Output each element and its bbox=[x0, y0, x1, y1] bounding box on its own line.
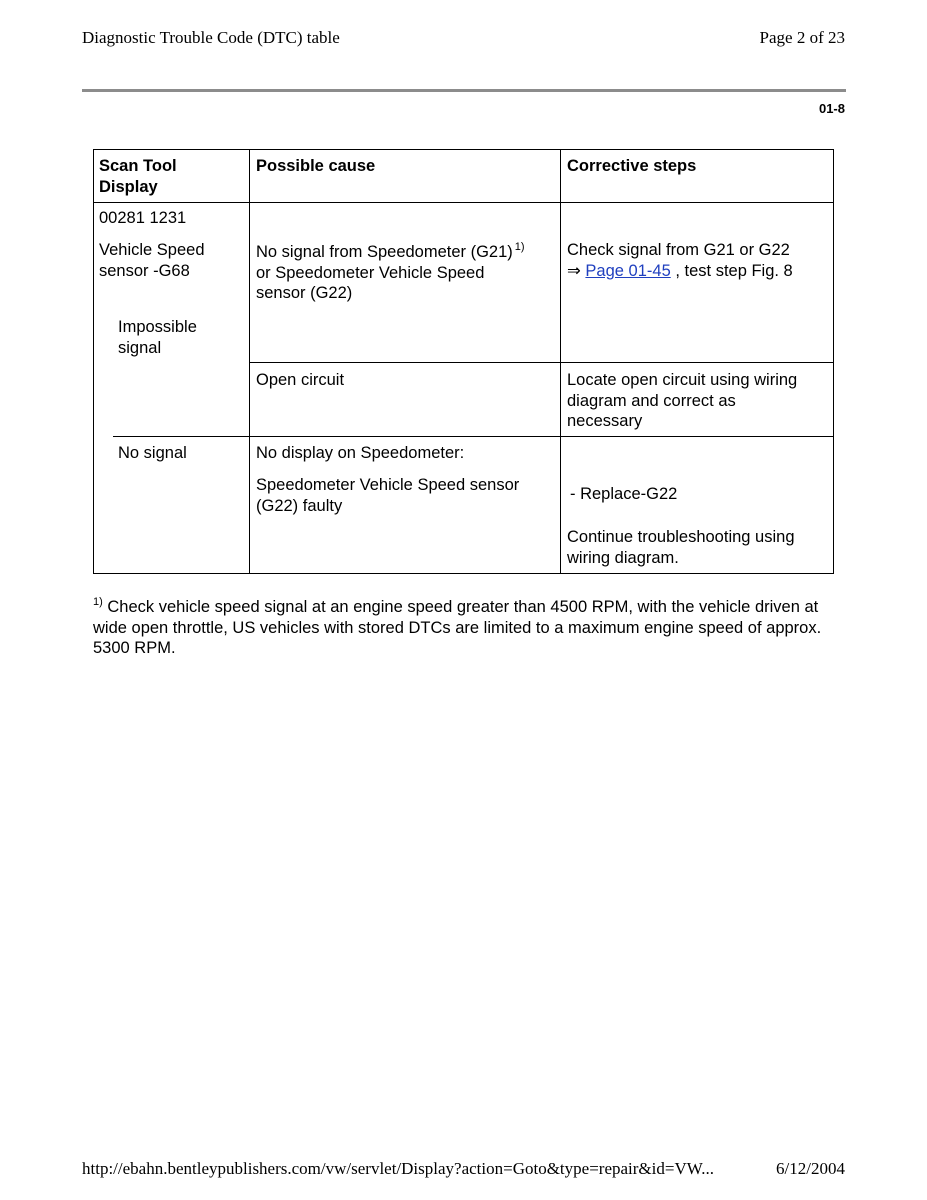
step-check-signal-line-2 bbox=[567, 261, 793, 282]
page-01-45-link[interactable]: Page 01-45 bbox=[585, 261, 671, 280]
no-signal-label: No signal bbox=[118, 444, 187, 462]
step-check-signal-line-1: Check signal from G21 or G22 bbox=[567, 241, 790, 259]
header-corrective-steps: Corrective steps bbox=[567, 157, 697, 175]
footer-url: http://ebahn.bentleypublishers.com/vw/servlet/Display?action=Goto&type=repair&id=VW... bbox=[82, 1159, 714, 1178]
step-continue-line-2: wiring diagram. bbox=[567, 548, 679, 567]
arrow-icon: ⇒ bbox=[567, 261, 581, 280]
dtc-table bbox=[93, 149, 834, 574]
header-divider bbox=[82, 89, 846, 92]
step-locate-line-2: diagram and correct as bbox=[567, 391, 736, 410]
cause-no-display: No display on Speedometer: bbox=[256, 444, 465, 462]
header-row-divider bbox=[93, 202, 834, 203]
dtc-name-line-1: Vehicle Speed bbox=[99, 241, 205, 259]
dtc-code: 00281 1231 bbox=[99, 209, 187, 227]
footer-date: 6/12/2004 bbox=[776, 1159, 845, 1178]
header-scan-tool: Scan Tool bbox=[99, 157, 177, 175]
cause-sensor-faulty-line-1: Speedometer Vehicle Speed sensor bbox=[256, 476, 520, 494]
dtc-name-line-2: sensor -G68 bbox=[99, 261, 190, 280]
header-scan-tool-display bbox=[99, 156, 177, 197]
no-signal-row-divider bbox=[113, 436, 834, 437]
cause-sensor-faulty-line-2: (G22) faulty bbox=[256, 496, 343, 515]
dtc-name bbox=[99, 240, 205, 281]
footnote-ref: 1) bbox=[514, 241, 525, 253]
cause-line-1 bbox=[256, 242, 525, 263]
cause-sensor-faulty bbox=[256, 475, 519, 516]
footnote bbox=[93, 597, 838, 659]
step-continue-line-1: Continue troubleshooting using bbox=[567, 528, 795, 546]
footnote-text: Check vehicle speed signal at an engine speed greater than 4500 RPM, with the vehicle driven at wide open throttle, US vehicles with stored DTCs are limited to a maximum engine speed of approx. 5300 RPM. bbox=[93, 598, 822, 657]
section-code: 01-8 bbox=[818, 101, 845, 116]
impossible-signal-label bbox=[118, 317, 197, 358]
cause-line-2: or Speedometer Vehicle Speed bbox=[256, 263, 485, 282]
cause-open-circuit: Open circuit bbox=[256, 371, 345, 389]
step-locate-line-3: necessary bbox=[567, 412, 643, 430]
cause-line-3: sensor (G22) bbox=[256, 284, 353, 302]
table-border-bottom bbox=[93, 573, 834, 574]
step-locate-open-circuit bbox=[567, 370, 797, 432]
cause-no-signal-speedometer bbox=[256, 242, 525, 304]
table-border-top bbox=[93, 149, 834, 150]
step-check-signal bbox=[567, 240, 793, 281]
step-locate-line-1: Locate open circuit using wiring bbox=[567, 371, 798, 389]
impossible-signal-line-2: signal bbox=[118, 338, 162, 357]
header-display: Display bbox=[99, 177, 158, 196]
header-possible-cause: Possible cause bbox=[256, 157, 376, 175]
footnote-marker: 1) bbox=[93, 596, 103, 608]
document-title: Diagnostic Trouble Code (DTC) table bbox=[82, 28, 340, 47]
table-border-left bbox=[93, 149, 94, 574]
step-replace-g22: - Replace-G22 bbox=[570, 485, 678, 503]
impossible-signal-line-1: Impossible bbox=[118, 318, 197, 336]
step-continue-troubleshooting bbox=[567, 527, 795, 568]
step-check-signal-suffix: , test step Fig. 8 bbox=[675, 261, 793, 280]
page-indicator: Page 2 of 23 bbox=[759, 28, 845, 47]
cause-line-1-text: No signal from Speedometer (G21) bbox=[256, 243, 513, 261]
open-circuit-row-divider bbox=[249, 362, 834, 363]
